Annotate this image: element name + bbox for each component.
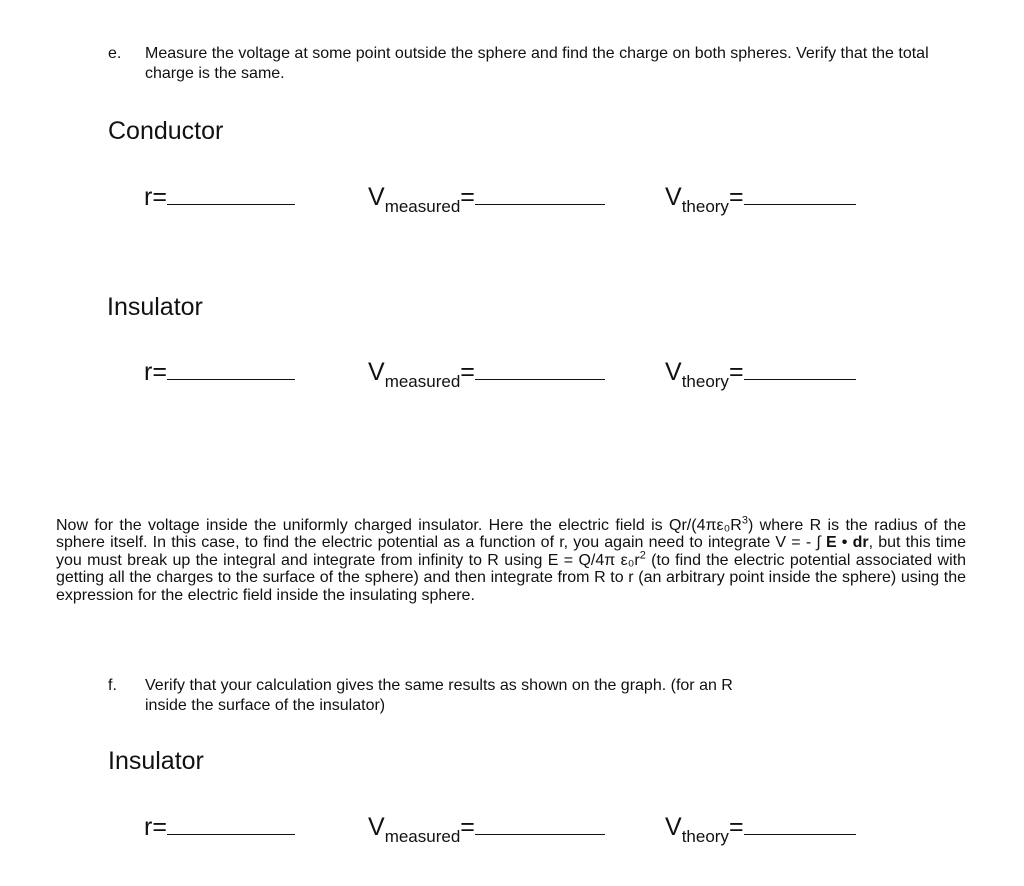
- conductor-r-blank[interactable]: [167, 180, 295, 205]
- v-label: V: [665, 183, 682, 211]
- superscript-3: 3: [741, 514, 748, 527]
- equals-sign: =: [728, 358, 744, 386]
- item-f-line-2: inside the surface of the insulator): [145, 697, 386, 714]
- insulator-vmeasured-blank[interactable]: [475, 355, 605, 380]
- superscript-2: 2: [639, 549, 646, 562]
- paragraph-text-4: (to find the electric potential associated with getting all the charges to the surface of the sphere) and then integrate from R to r (an arbitrary point inside the sphere) using the expression for the electric field inside the insulating sphere.: [56, 551, 966, 604]
- v-label: V: [368, 183, 385, 211]
- bold-e-dot-dr: E • dr: [825, 534, 869, 552]
- insulator-vmeasured-field: [368, 355, 605, 390]
- v-theory-subscript: theory: [681, 197, 729, 216]
- insulator-vtheory-field: [665, 355, 856, 390]
- conductor-r-field: [144, 180, 295, 212]
- item-f-marker: f.: [108, 677, 117, 694]
- v-measured-subscript: measured: [384, 372, 461, 391]
- insulator-r-field: [144, 355, 295, 387]
- conductor-vmeasured-field: [368, 180, 605, 215]
- equals-sign: =: [728, 813, 744, 841]
- conductor-vtheory-blank[interactable]: [744, 180, 856, 205]
- conductor-heading: Conductor: [108, 117, 224, 145]
- paragraph-text-3: , but this time you must break up the integral and integrate from infinity to R using E = Q/4π ε₀r: [56, 534, 967, 569]
- insulator2-vtheory-field: [665, 810, 856, 845]
- item-f-text: [145, 676, 975, 716]
- conductor-vtheory-field: [665, 180, 856, 215]
- insulator2-vmeasured-field: [368, 810, 605, 845]
- v-label: V: [368, 813, 385, 841]
- equals-sign: =: [460, 358, 475, 386]
- equals-sign: =: [460, 183, 475, 211]
- item-f-line-1: Verify that your calculation gives the same results as shown on the graph. (for an R: [145, 677, 733, 694]
- insulator-heading-2: Insulator: [108, 747, 204, 775]
- conductor-vmeasured-blank[interactable]: [475, 180, 605, 205]
- insulator2-r-blank[interactable]: [167, 810, 295, 835]
- r-label: r=: [144, 183, 167, 211]
- instruction-paragraph: [56, 514, 967, 604]
- paragraph-text-1: Now for the voltage inside the uniformly charged insulator. Here the electric field is Qr/(4πε₀R: [56, 517, 742, 534]
- insulator-vtheory-blank[interactable]: [744, 355, 856, 380]
- v-label: V: [368, 358, 385, 386]
- equals-sign: =: [460, 813, 475, 841]
- insulator2-vtheory-blank[interactable]: [744, 810, 856, 835]
- v-label: V: [665, 358, 682, 386]
- v-theory-subscript: theory: [681, 827, 729, 846]
- equals-sign: =: [728, 183, 744, 211]
- r-label: r=: [144, 813, 167, 841]
- v-label: V: [665, 813, 682, 841]
- insulator2-vmeasured-blank[interactable]: [475, 810, 605, 835]
- insulator-r-blank[interactable]: [167, 355, 295, 380]
- insulator2-r-field: [144, 810, 295, 842]
- paragraph-text-2: ) where R is the radius of the sphere itself. In this case, to find the electric potential as a function of r, you again need to integrate V = - ∫: [56, 517, 966, 552]
- item-e-marker: e.: [108, 45, 122, 62]
- item-e-text: Measure the voltage at some point outside the sphere and find the charge on both spheres. Verify that the total charge is the same.: [145, 45, 929, 82]
- v-theory-subscript: theory: [681, 372, 729, 391]
- insulator-heading: Insulator: [107, 293, 203, 321]
- v-measured-subscript: measured: [384, 827, 461, 846]
- r-label: r=: [144, 358, 167, 386]
- v-measured-subscript: measured: [384, 197, 461, 216]
